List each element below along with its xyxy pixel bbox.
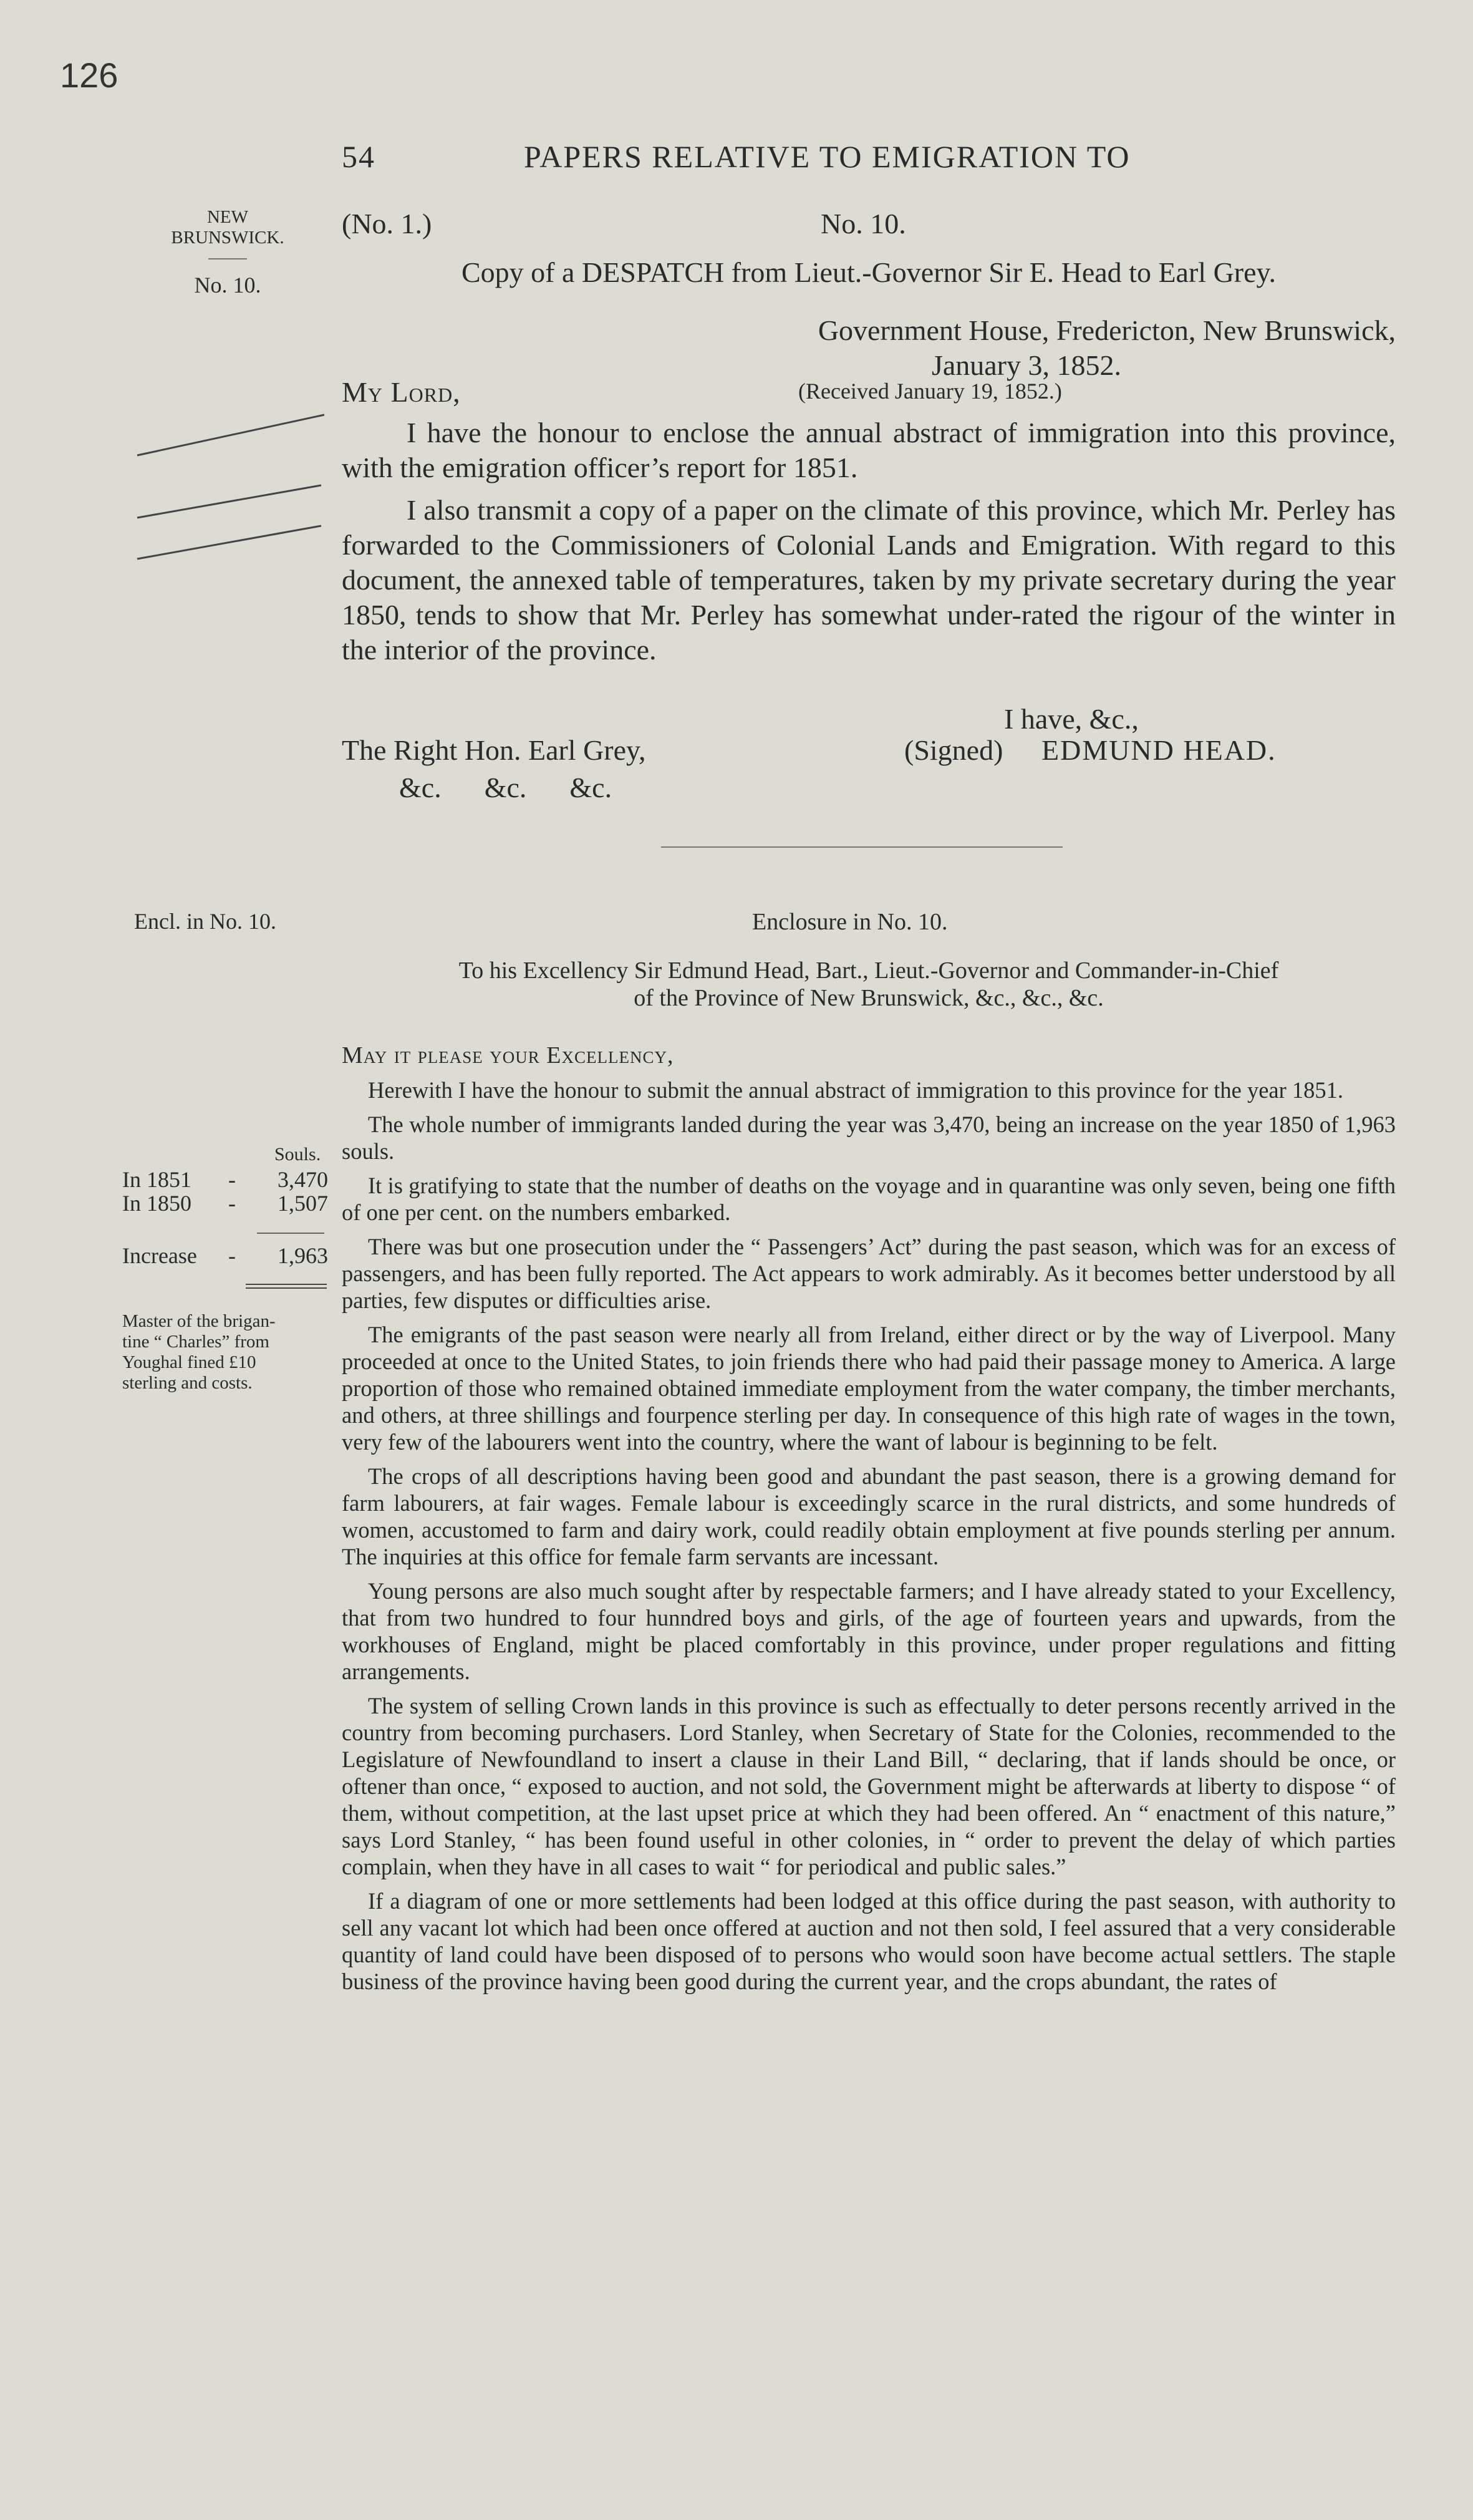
running-head-title: PAPERS RELATIVE TO EMIGRATION TO bbox=[524, 139, 1131, 174]
margin-encl: Encl. in No. 10. bbox=[134, 909, 276, 934]
despatch-body bbox=[342, 415, 1396, 667]
pencil-stroke-1 bbox=[137, 415, 324, 455]
despatch-heading: Copy of a DESPATCH from Lieut.-Governor Sir E. Head to Earl Grey. bbox=[461, 256, 1277, 288]
enclosure-para-5: The emigrants of the past season were nearly all from Ireland, either direct or by the way of Liverpool. Many proceeded at once to the United States, to join friends there who had paid their passage money to America. A large proportion of those who remained obtained immediate employment from the water company, the timber merchants, and others, at three shillings and fourpence sterling per day. In consequence of this high rate of wages in the town, very few of the labourers went into the country, where the want of labour is beginning to be felt. bbox=[342, 1322, 1396, 1455]
enclosure-para-8: The system of selling Crown lands in this province is such as effectually to deter persons recently arrived in the country from becoming purchasers. Lord Stanley, when Secretary of State for the Colonies, recommended to the Legislature of Newfoundland to insert a clause in their Land Bill, “ declaring, that if lands should be once, or oftener than once, “ exposed to auction, and not sold, the Government might be afterwards at liberty to dispose “ of them, without competition, at the last upset price at which they had been offered. An “ enactment of this nature,” says Lord Stanley, “ has been found useful in other colonies, in “ order to prevent the delay of which parties complain, when they have in all cases to wait “ for periodical and public sales.” bbox=[342, 1693, 1396, 1879]
despatch-series: (No. 1.) bbox=[342, 208, 432, 240]
despatch-salutation: My Lord, bbox=[342, 376, 461, 408]
despatch-para-1: I have the honour to enclose the annual abstract of immigration into this province, with the emigration officer’s report for 1851. bbox=[342, 417, 1396, 483]
despatch-number: No. 10. bbox=[821, 208, 906, 240]
enclosure-heading: Enclosure in No. 10. bbox=[752, 909, 948, 935]
souls-row-increase: Increase - 1,963 bbox=[122, 1243, 328, 1268]
despatch-recipient: The Right Hon. Earl Grey, bbox=[342, 734, 646, 766]
despatch-address: Government House, Fredericton, New Brunswick, January 3, 1852. bbox=[818, 314, 1396, 381]
despatch-etc: &c. &c. &c. bbox=[399, 772, 612, 803]
margin-souls-label: Souls. bbox=[274, 1144, 321, 1165]
enclosure-para-1: Herewith I have the honour to submit the annual abstract of immigration to this province for the year 1851. bbox=[368, 1077, 1344, 1103]
enclosure-para-3: It is gratifying to state that the number of deaths on the voyage and in quarantine was only seven, being one fifth of one per cent. on the numbers embarked. bbox=[342, 1173, 1396, 1225]
despatch-signed: (Signed) bbox=[904, 734, 1003, 766]
enclosure-para-7: Young persons are also much sought after by respectable farmers; and I have already stated to your Excellency, that from two hundred to four hunndred boys and girls, of the age of fourteen years and upwards, from the workhouses of England, might be placed comfortably in this province, under proper regulations and fitting arrangements. bbox=[342, 1578, 1396, 1684]
pencil-stroke-3 bbox=[137, 526, 321, 559]
margin-despatch-no: No. 10. bbox=[194, 273, 261, 298]
despatch-signatory: EDMUND HEAD. bbox=[1041, 734, 1277, 766]
running-head-page: 54 bbox=[342, 139, 375, 174]
enclosure-address: To his Excellency Sir Edmund Head, Bart., Lieut.-Governor and Commander-in-Chief of the Province of New Brunswick, &c., &c., &c. bbox=[458, 957, 1279, 1011]
margin-master-note: Master of the brigan- tine “ Charles” from Youghal fined £10 sterling and costs. bbox=[122, 1311, 276, 1393]
despatch-para-2: I also transmit a copy of a paper on the climate of this province, which Mr. Perley has forwarded to the Commissioners of Colonial Lands and Emigration. With regard to this document, the annexed table of temperatures, taken by my private secretary during the year 1850, tends to show that Mr. Perley has somewhat under-rated the rigour of the winter in the interior of the province. bbox=[342, 494, 1396, 666]
margin-divider bbox=[208, 258, 247, 259]
enclosure-para-6: The crops of all descriptions having been good and abundant the past season, there is a growing demand for farm labourers, at fair wages. Female labour is exceedingly scarce in the rural districts, and some hundreds of women, accustomed to farm and dairy work, could readily obtain employment at five pounds sterling per annum. The inquiries at this office for female farm servants are incessant. bbox=[342, 1463, 1396, 1569]
enclosure-body bbox=[342, 1077, 1396, 2002]
pencil-marks bbox=[134, 412, 334, 568]
enclosure-para-4: There was but one prosecution under the “ Passengers’ Act” during the past season, which was for an excess of passengers, and has been fully reported. The Act appears to work admirably. As it becomes better understood by all parties, few disputes or difficulties arise. bbox=[342, 1234, 1396, 1313]
souls-double-rule-1 bbox=[246, 1284, 327, 1285]
souls-row-1850: In 1850 - 1,507 bbox=[122, 1191, 328, 1216]
margin-province: NEW BRUNSWICK. bbox=[171, 207, 284, 248]
souls-double-rule-2 bbox=[246, 1287, 327, 1289]
pencil-stroke-2 bbox=[137, 485, 321, 518]
section-divider bbox=[661, 846, 1063, 848]
enclosure-salutation: May it please your Excellency, bbox=[342, 1042, 674, 1069]
despatch-closing: I have, &c., bbox=[1004, 703, 1139, 735]
enclosure-para-2: The whole number of immigrants landed during the year was 3,470, being an increase on the year 1850 of 1,963 souls. bbox=[342, 1112, 1396, 1164]
souls-sum-rule bbox=[257, 1233, 324, 1234]
souls-row-1851: In 1851 - 3,470 bbox=[122, 1167, 328, 1192]
enclosure-para-9: If a diagram of one or more settlements had been lodged at this office during the past season, with authority to sell any vacant lot which had been once offered at auction and not then sold, I feel assured that a very considerable quantity of land could have been disposed of to persons who would soon have become actual settlers. The staple business of the province having been good during the current year, and the crops abundant, the rates of bbox=[342, 1888, 1396, 1994]
margin-souls-table bbox=[122, 1168, 328, 1215]
despatch-received: (Received January 19, 1852.) bbox=[798, 379, 1062, 404]
scan-page-number: 126 bbox=[60, 56, 118, 95]
